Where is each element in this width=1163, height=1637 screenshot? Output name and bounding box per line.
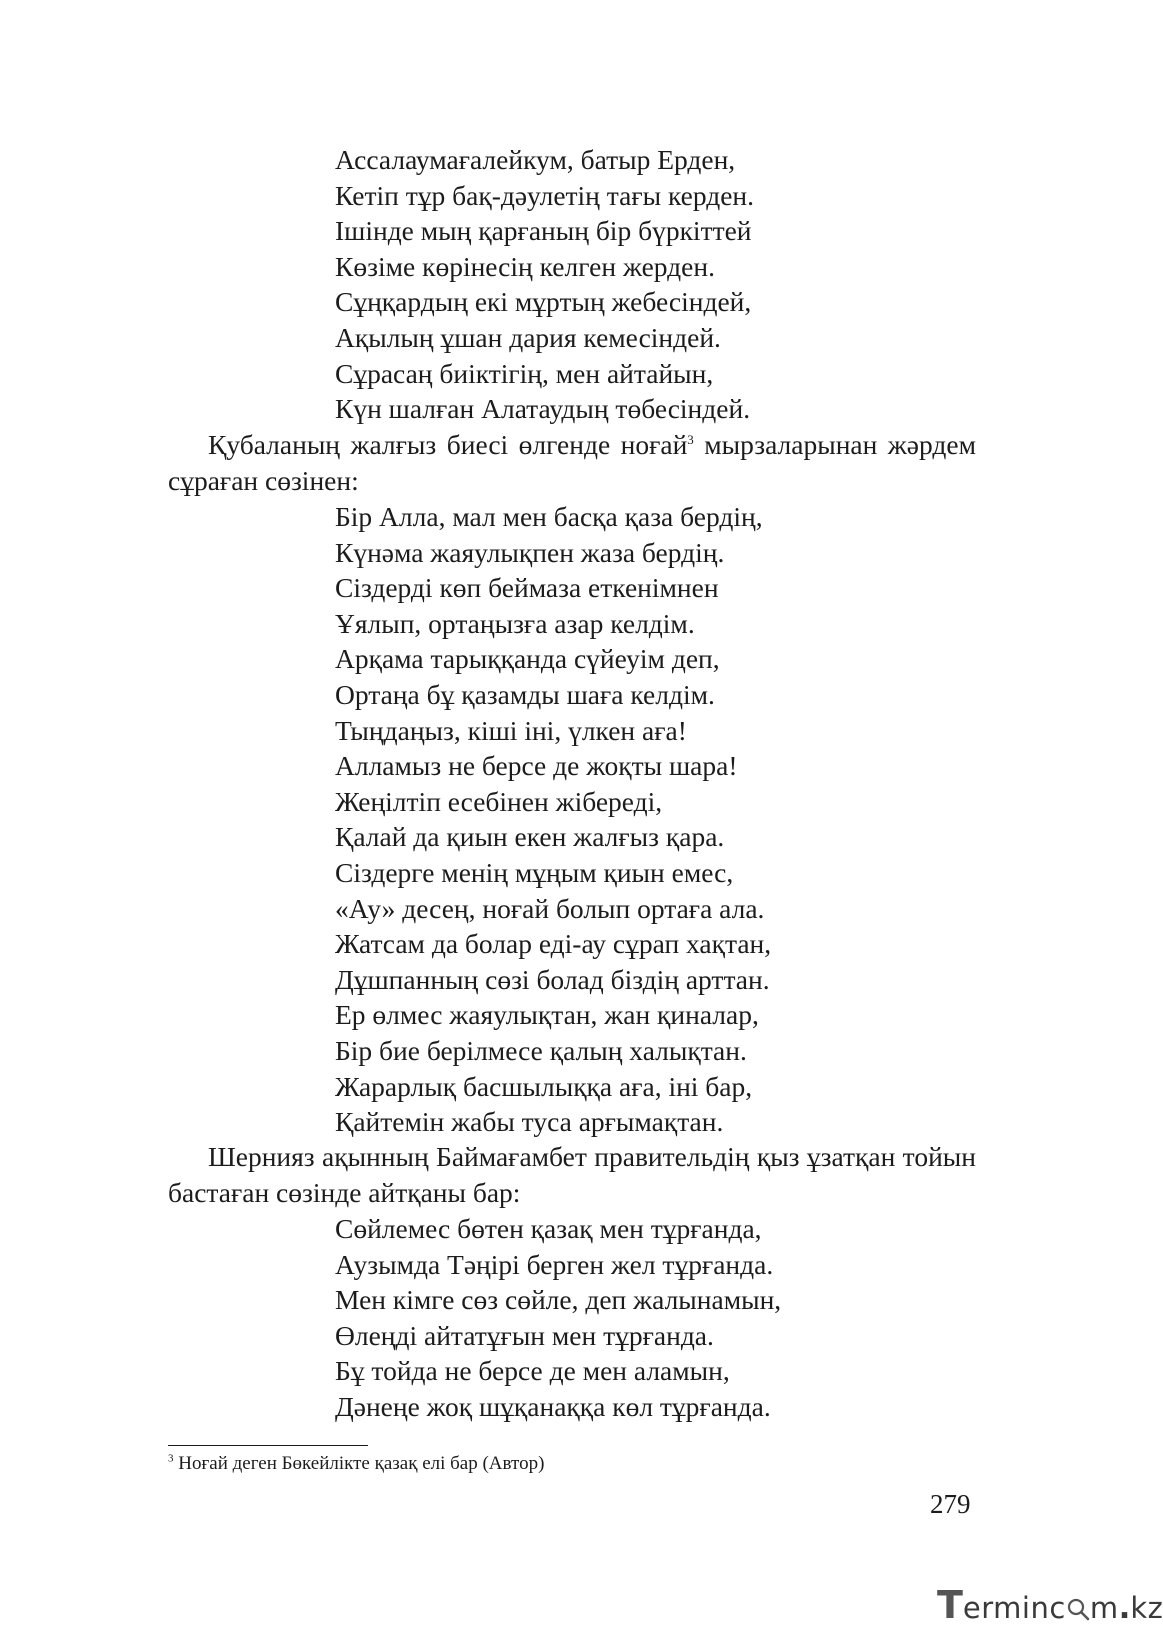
footnote-divider (168, 1445, 368, 1446)
prose-text: Қубаланың жалғыз биесі өлгенде ноғай (208, 429, 688, 460)
verse-line: Күн шалған Алатаудың төбесіндей. (335, 393, 751, 425)
verse-line: Ақылың ұшан дария кемесіндей. (335, 321, 721, 353)
verse-line: Аузымда Тәңірі берген жел тұрғанда. (335, 1248, 774, 1280)
footnote-text: Ноғай деген Бөкейлікте қазақ елі бар (Автор) (173, 1453, 545, 1474)
verse-line: Өлеңді айтатұғын мен тұрғанда. (335, 1319, 714, 1351)
verse-line: Бұ тойда не берсе де мен аламын, (335, 1355, 730, 1387)
verse-line: Алламыз не берсе де жоқты шара! (335, 750, 738, 782)
watermark-dot: . (1118, 1590, 1131, 1626)
verse-line: Күнәма жаяулықпен жаза бердің. (335, 536, 725, 568)
watermark-text: m (1089, 1591, 1119, 1625)
footnote (168, 1452, 544, 1476)
prose-text: Шернияз ақынның Баймағамбет правительдің қыз ұзатқан тойын бастаған сөзінде айтқаны бар: (168, 1141, 976, 1208)
verse-line: Арқама тарыққанда сүйеуім деп, (335, 643, 720, 675)
verse-line: Бір бие берілмесе қалың халықтан. (335, 1034, 747, 1066)
watermark-letter: T (937, 1583, 963, 1627)
verse-line: Сұңқардың екі мұртың жебесіндей, (335, 286, 752, 318)
footnote-number: 3 (168, 1452, 174, 1465)
verse-line: «Ау» десең, ноғай болып ортаға ала. (335, 892, 765, 924)
verse-line: Ортаңа бұ қазамды шаға келдім. (335, 678, 715, 710)
verse-line: Сіздерге менің мұңым қиын емес, (335, 856, 734, 888)
verse-line: Тыңдаңыз, кіші іні, үлкен аға! (335, 714, 687, 746)
verse-line: Сөйлемес бөтен қазақ мен тұрғанда, (335, 1213, 762, 1244)
verse-line: Жеңілтіп есебінен жібереді, (335, 785, 663, 817)
footnote-marker: 3 (687, 431, 694, 447)
verse-line: Дәнеңе жоқ шұқанаққа көл тұрғанда. (335, 1390, 771, 1422)
prose-text: мырзаларынан жәрдем сұраған сөзінен: (168, 429, 976, 496)
page-number: 279 (930, 1489, 971, 1519)
verse-stanza-1 (335, 142, 754, 427)
verse-line: Көзіме көрінесің келген жерден. (335, 250, 715, 282)
magnifier-icon (1066, 1597, 1090, 1621)
verse-line: Сұрасаң биіктігің, мен айтайын, (335, 357, 714, 389)
prose-paragraph-2 (168, 1139, 976, 1210)
watermark-text: erminc (962, 1591, 1066, 1625)
verse-line: Ассалаумағалейкум, батыр Ерден, (335, 144, 736, 175)
watermark-logo (937, 1585, 1163, 1625)
verse-stanza-3 (335, 1211, 781, 1425)
verse-line: Бір Алла, мал мен басқа қаза бердің, (335, 501, 763, 532)
prose-paragraph-1 (168, 427, 976, 498)
verse-line: Ер өлмес жаяулықтан, жан қиналар, (335, 999, 759, 1031)
verse-line: Қайтемін жабы туса арғымақтан. (335, 1106, 724, 1138)
verse-line: Мен кімге сөз сөйле, деп жалынамын, (335, 1284, 782, 1316)
verse-line: Сіздерді көп беймаза еткенімнен (335, 572, 719, 604)
verse-line: Ішінде мың қарғаның бір бүркіттей (335, 215, 752, 247)
verse-line: Дұшпанның сөзі болад біздің арттан. (335, 963, 770, 995)
verse-stanza-2 (335, 499, 771, 1140)
verse-line: Жатсам да болар еді-ау сұрап хақтан, (335, 928, 772, 960)
verse-line: Ұялып, ортаңызға азар келдім. (335, 607, 695, 639)
verse-line: Кетіп тұр бақ-дәулетің тағы керден. (335, 179, 755, 211)
verse-line: Қалай да қиын екен жалғыз қара. (335, 821, 725, 853)
watermark-domain: kz (1130, 1591, 1163, 1625)
verse-line: Жарарлық басшылыққа аға, іні бар, (335, 1070, 753, 1102)
